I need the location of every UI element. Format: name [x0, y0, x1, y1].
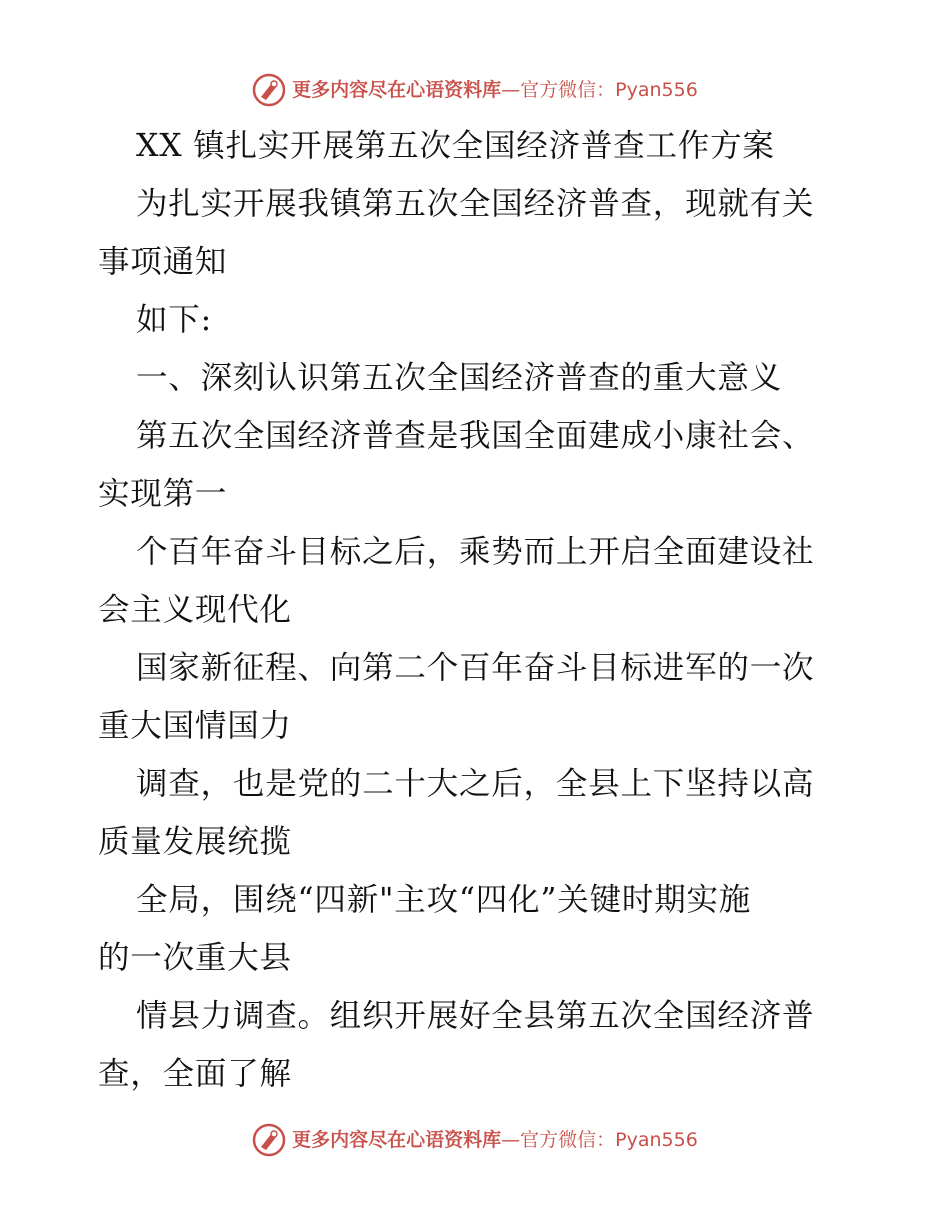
watermark-banner-top: [0, 68, 950, 112]
paragraph-line: 如下:: [136, 302, 213, 338]
logo-pen-icon: [252, 73, 286, 107]
watermark-brand-text: 更多内容尽在心语资料库: [292, 1128, 502, 1151]
paragraph-line: 个百年奋斗目标之后，乘势而上开启全面建设社: [136, 534, 815, 570]
paragraph-line: 情县力调查。组织开展好全县第五次全国经济普: [136, 998, 815, 1034]
paragraph-line: 查，全面了解: [98, 1056, 292, 1092]
watermark-wechat-text: 官方微信：Pyan556: [520, 78, 698, 101]
paragraph-line: 实现第一: [98, 476, 228, 512]
document-title: XX 镇扎实开展第五次全国经济普查工作方案: [136, 128, 775, 164]
watermark-separator: —: [501, 78, 521, 101]
paragraph-line: 第五次全国经济普查是我国全面建成小康社会、: [136, 418, 815, 454]
paragraph-line: 全局，围绕“四新"主攻“四化”关键时期实施: [136, 882, 752, 918]
paragraph-line: 国家新征程、向第二个百年奋斗目标进军的一次: [136, 650, 815, 686]
paragraph-line: 质量发展统揽: [98, 824, 292, 860]
paragraph-line: 重大国情国力: [98, 708, 292, 744]
watermark-banner-bottom: [0, 1118, 950, 1162]
paragraph-line: 调查，也是党的二十大之后，全县上下坚持以高: [136, 766, 815, 802]
paragraph-line: 的一次重大县: [98, 940, 292, 976]
watermark-brand-text: 更多内容尽在心语资料库: [292, 78, 502, 101]
section-heading: 一、深刻认识第五次全国经济普查的重大意义: [136, 360, 783, 396]
paragraph-line: 事项通知: [98, 244, 228, 280]
logo-pen-icon: [252, 1123, 286, 1157]
paragraph-line: 为扎实开展我镇第五次全国经济普查，现就有关: [136, 186, 815, 222]
paragraph-line: 会主义现代化: [98, 592, 292, 628]
watermark-separator: —: [501, 1128, 521, 1151]
watermark-wechat-text: 官方微信：Pyan556: [520, 1128, 698, 1151]
